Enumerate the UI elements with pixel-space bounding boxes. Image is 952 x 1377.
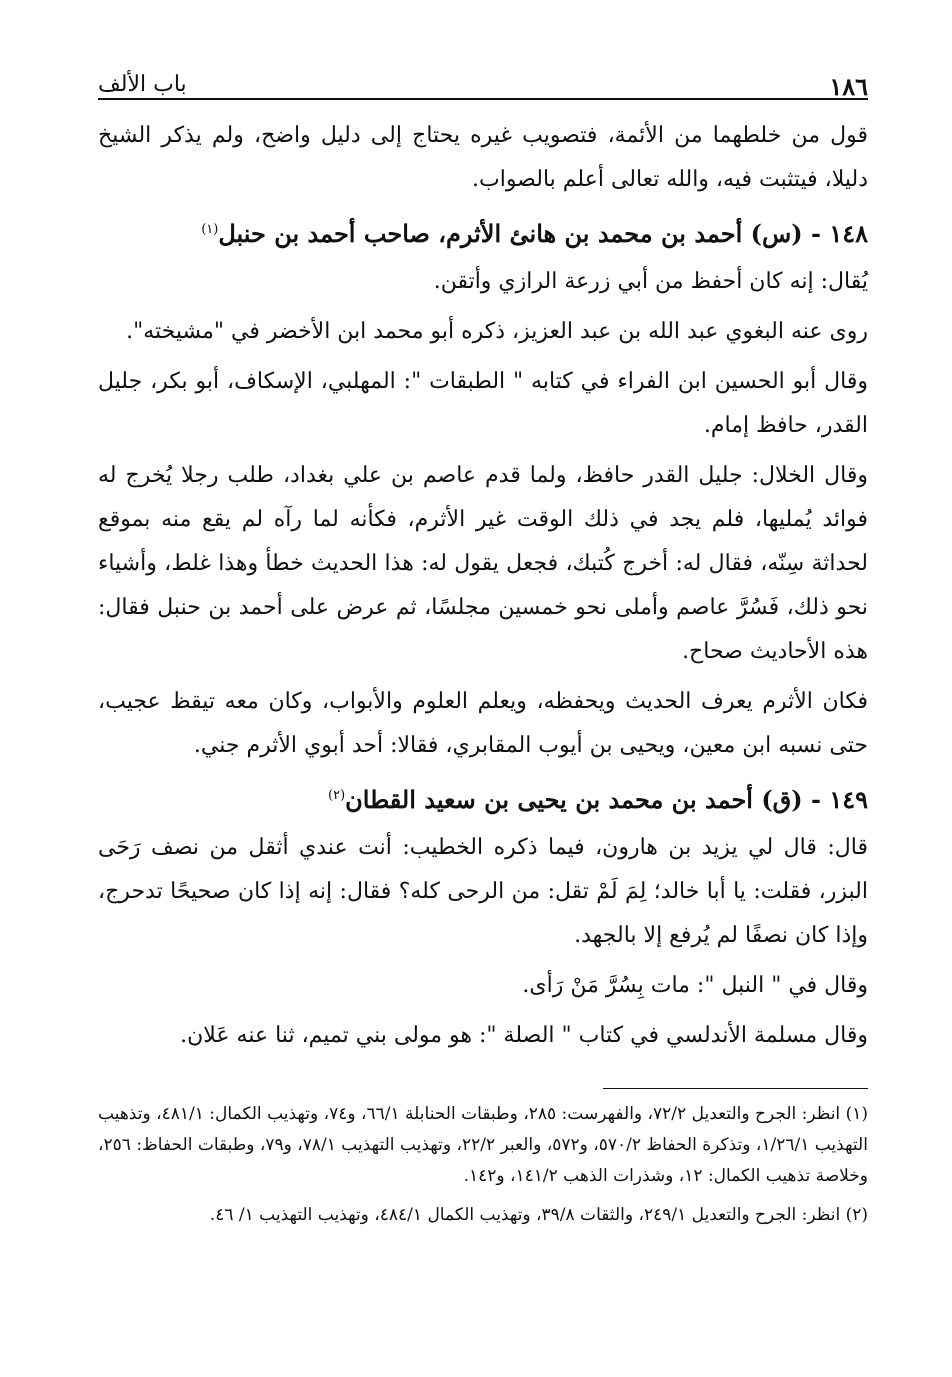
page-number: ١٨٦: [829, 72, 868, 101]
entry-title: ١٤٩ - (ق) أحمد بن محمد بن يحيى بن سعيد القطان: [345, 785, 868, 814]
paragraph: قال: قال لي يزيد بن هارون، فيما ذكره الخطيب: أنت عندي أثقل من نصف رَحَى البزر، فقلت: يا أبا خالد؛ لِمَ لَمْ تقل: من الرحى كله؟ فقال: إنه إذا كان صحيحًا تدحرج، وإذا كان نصفًا لم يُرفع إلا بالجهد.: [98, 835, 868, 948]
paragraph: وقال في " النبل ": مات بِسُرَّ مَنْ رَأى.: [522, 973, 868, 998]
footnote-ref-2: (٢): [328, 788, 346, 803]
entry-title: ١٤٨ - (س) أحمد بن محمد بن هانئ الأثرم، صاحب أحمد بن حنبل: [218, 219, 868, 248]
paragraph: وقال أبو الحسين ابن الفراء في كتابه " الطبقات ": المهلبي، الإسكاف، أبو بكر، جليل القدر، حافظ إمام.: [98, 369, 868, 438]
paragraph: يُقال: إنه كان أحفظ من أبي زرعة الرازي وأتقن.: [433, 269, 868, 294]
paragraph: وقال مسلمة الأندلسي في كتاب " الصلة ": هو مولى بني تميم، ثنا عنه عَلان.: [180, 1023, 868, 1048]
paragraph: وقال الخلال: جليل القدر حافظ، ولما قدم عاصم بن علي بغداد، طلب رجلا يُخرج له فوائد يُمليها، فلم يجد في ذلك الوقت غير الأثرم، فكأنه لما رآه لم يقع منه بموقع لحداثة سِنّه، فقال له: أخرج كُتبك، فجعل يقول له: هذا الحديث خطأ وهذا غلط، وأشياء نحو ذلك، فَسُرَّ عاصم وأملى نحو خمسين مجلسًا، ثم عرض على أحمد بن حنبل فقال: هذه الأحاديث صحاح.: [98, 463, 868, 664]
footnote-ref-1: (١): [201, 222, 219, 237]
footnote-2: (٢) انظر: الجرح والتعديل ٢٤٩/١، والثقات ٣٩/٨، وتهذيب الكمال ٤٨٤/١، وتهذيب التهذيب ١/ ٤٦.: [209, 1205, 868, 1225]
footnote-1: (١) انظر: الجرح والتعديل ٧٢/٢، والفهرست: ٢٨٥، وطبقات الحنابلة ٦٦/١، و٧٤، وتهذيب الكمال: ٤٨١/١، وتذهيب التهذيب ١/٢٦/١، وتذكرة الحفاظ ٥٧٠/٢، و٥٧٢، والعبر ٢٢/٢، وتهذيب التهذيب ٧٨/١، و٧٩، وطبقات الحفاظ: ٢٥٦، وخلاصة تذهيب الكمال: ١٢، وشذرات الذهب ١٤١/٢، و١٤٢.: [98, 1104, 868, 1186]
paragraph: روى عنه البغوي عبد الله بن عبد العزيز، ذكره أبو محمد ابن الأخضر في "مشيخته".: [126, 319, 868, 344]
footnote-divider: [603, 1088, 868, 1089]
paragraph: قول من خلطهما من الأئمة، فتصويب غيره يحتاج إلى دليل واضح، ولم يذكر الشيخ دليلا، فيتثبت فيه، والله تعالى أعلم بالصواب.: [98, 123, 868, 192]
footnotes: [98, 1099, 868, 1231]
page-header: [98, 58, 868, 100]
running-title: باب الألف: [98, 72, 187, 97]
entry-heading-149: [98, 774, 868, 822]
main-text: [98, 114, 868, 1058]
entry-heading-148: [98, 208, 868, 256]
book-page: [98, 58, 868, 1239]
paragraph: فكان الأثرم يعرف الحديث ويحفظه، ويعلم العلوم والأبواب، وكان معه تيقظ عجيب، حتى نسبه ابن معين، ويحيى بن أيوب المقابري، فقالا: أحد أبوي الأثرم جني.: [98, 689, 868, 758]
